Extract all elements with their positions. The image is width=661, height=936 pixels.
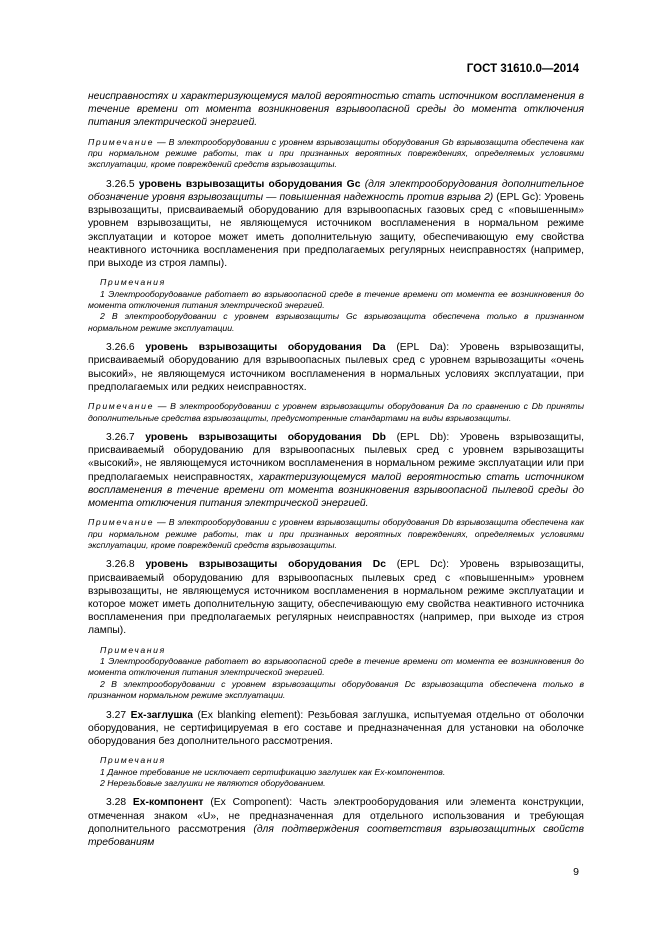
clause-number: 3.26.8 [106, 559, 146, 571]
intro-paragraph: неисправностях и характеризующемуся малой вероятностью стать источником воспламенения в течение времени от момента возникновения взрывоопасной среды до момента отключения питания электрической энергией. [88, 91, 584, 129]
note-text: — В электрооборудовании с уровнем взрывозащиты оборудования Gb взрывозащита обеспечена как при нормальном режиме работы, так и при признанных вероятных повреждениях, определяемых условиями эксплуатации, кроме повреждений средств взрывозащиты. [88, 136, 584, 170]
clause-number: 3.27 [106, 709, 131, 721]
clause-3-26-8 [88, 558, 584, 637]
clause-text: (EPL Gc): Уровень взрывозащиты, присваиваемый оборудованию для взрывоопасных газовых сред с «повышенным» уровнем взрывозащиты, не являющемуся источником воспламенения в нормальном режиме эксплуатации и которое может иметь дополнительную защиту, обеспечивающую ему свойства неактивного источника воспламенения при предполагаемых регулярных неисправностях (например, при выходе из строя лампы). [88, 192, 584, 270]
clause-3-26-5 [88, 178, 584, 270]
clause-italic: (для электрооборудования дополнительное обозначение уровня взрывозащиты — повышенная надежность против взрыва 2) [88, 178, 584, 204]
note-item: 1 Данное требование не исключает сертификацию заглушек как Ex-компонентов. [100, 766, 446, 777]
note-label: Примечание [88, 136, 155, 147]
clause-term: уровень взрывозащиты оборудования Dc [145, 559, 386, 571]
notes-dc [88, 645, 584, 702]
notes-label: Примечания [100, 277, 166, 288]
page-number: 9 [573, 866, 579, 878]
page-body [88, 90, 584, 856]
clause-term: Ex-компонент [132, 797, 204, 809]
note-db [88, 517, 584, 551]
clause-term: Ex-заглушка [130, 709, 193, 721]
clause-term: уровень взрывозащиты оборудования Gc [138, 178, 361, 190]
note-item: 1 Электрооборудование работает во взрывоопасной среде в течение времени от момента ее возникновения до момента отключения питания электрической энергией. [88, 655, 584, 678]
note-label: Примечание [88, 401, 155, 412]
clause-3-28 [88, 796, 584, 849]
note-gb [88, 137, 584, 171]
clause-3-27 [88, 709, 584, 749]
note-da [88, 401, 584, 424]
clause-text: (EPL Dc): Уровень взрывозащиты, присваиваемый оборудованию для взрывоопасных пылевых сред с «повышенным» уровнем взрывозащиты, не являющемуся источником воспламенения в нормальном режиме эксплуатации и которое может иметь дополнительную защиту, обеспечивающую ему свойства неактивного источника воспламенения при предполагаемых регулярных неисправностях (например, при выходе из строя лампы). [88, 559, 585, 637]
clause-number: 3.28 [106, 797, 133, 809]
clause-text: (Ex blanking element): Резьбовая заглушка, испытуемая отдельно от оболочки оборудования, не сертифицируемая в его составе и предназначенная для установки на оболочке оборудования без дополнительного рассмотрения. [88, 709, 584, 747]
clause-term: уровень взрывозащиты оборудования Da [145, 342, 386, 354]
clause-text: (Ex Component): Часть электрооборудования или элемента конструкции, отмеченная знаком «U», не предназначенная для отдельного использования и требующая дополнительного рассмотрения [88, 797, 585, 835]
clause-text: (EPL Db): Уровень взрывозащиты, присваиваемый оборудованию для взрывоопасных пылевых сред с уровнем взрывозащиты «высокий», не являющемуся источником воспламенения в нормальном режиме эксплуатации или при предполагаемых неисправностях, [88, 431, 584, 483]
clause-term: уровень взрывозащиты оборудования Db [145, 431, 386, 443]
clause-number: 3.26.6 [106, 342, 146, 354]
notes-blanking [88, 755, 584, 789]
clause-italic: (для подтверждения соответствия взрывозащитных свойств требованиям [88, 823, 584, 849]
note-item: 2 В электрооборудовании с уровнем взрывозащиты Gc взрывозащита обеспечена только в признанном нормальном режиме эксплуатации. [88, 311, 584, 333]
clause-italic: характеризующемуся малой вероятностью стать источником воспламенения в течение времени от момента возникновения взрывоопасной пылевой среды до момента отключения питания электрической энергией. [88, 471, 584, 509]
clause-number: 3.26.7 [106, 431, 146, 443]
notes-gc [88, 277, 584, 334]
note-item: 1 Электрооборудование работает во взрывоопасной среде в течение времени от момента ее возникновения до момента отключения питания электрической энергией. [88, 288, 584, 311]
note-item: 2 Нерезьбовые заглушки не являются оборудованием. [100, 778, 326, 789]
clause-number: 3.26.5 [106, 178, 139, 190]
clause-3-26-7 [88, 431, 584, 510]
clause-3-26-6 [88, 341, 584, 394]
document-header: ГОСТ 31610.0—2014 [466, 63, 579, 75]
note-text: — В электрооборудовании с уровнем взрывозащиты оборудования Db взрывозащита обеспечена как при нормальном режиме работы, так и при признанных вероятных повреждениях, определяемых условиями эксплуатации, кроме повреждений средств взрывозащиты. [88, 517, 584, 550]
note-label: Примечание [88, 517, 155, 528]
clause-text: (EPL Da): Уровень взрывозащиты, присваиваемый оборудованию для взрывоопасных пылевых сред с уровнем взрывозащиты «очень высокий», не являющемуся источником воспламенения в нормальных условиях эксплуатации, при предполагаемых или редких неисправностях. [88, 342, 584, 393]
notes-label: Примечания [100, 755, 166, 766]
note-text: — В электрооборудовании с уровнем взрывозащиты оборудования Da по сравнению с Db приняты дополнительные средства взрывозащиты, предусмотренные стандартами на виды взрывозащиты. [88, 401, 584, 423]
note-item: 2 В электрооборудовании с уровнем взрывозащиты оборудования Dc взрывозащита обеспечена только в признанном нормальном режиме эксплуатации. [88, 678, 584, 701]
notes-label: Примечания [100, 644, 166, 655]
